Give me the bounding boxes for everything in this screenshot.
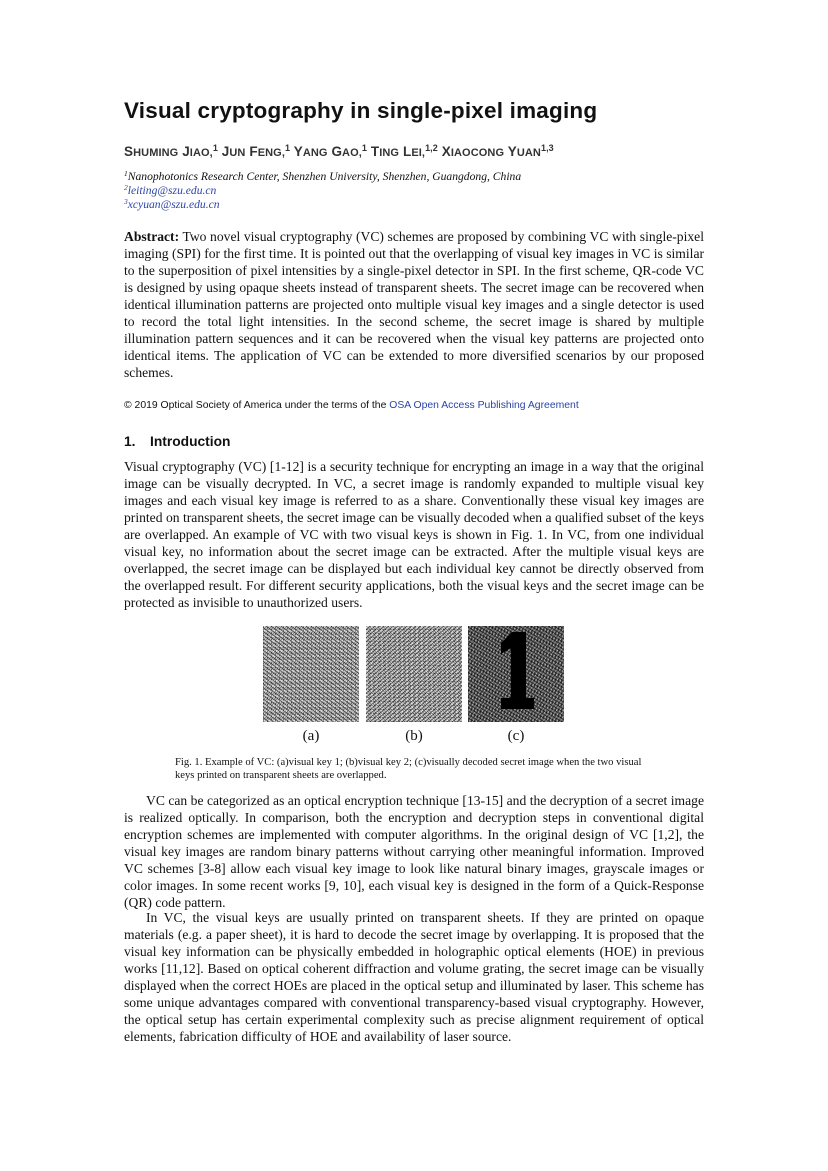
author-name: TING LEI,$^{1,2}$ [370, 143, 438, 159]
section-number: 1. [124, 434, 136, 449]
paper-title: Visual cryptography in single-pixel imaging [124, 98, 598, 123]
paragraph-1: Visual cryptography (VC) [1-12] is a security technique for encrypting an image in a way that the original image can be visually decrypted. In VC, a secret image is randomly expanded to multiple visual key images and each visual key image is referred to as a share. Conventionally these visual key images are printed on transparent sheets, the secret image can be visually decoded when a qualified subset of the keys are overlapped. An example of VC with two visual keys is shown in Fig. 1. In VC, from one individual visual key, no information about the secret image can be extracted. After the multiple visual keys are overlapped, the secret image can be displayed but each individual key cannot be directly observed from the overlapped result. For different security applications, both the visual keys and the secret image can be protected as invisible to unauthorized users. [124, 459, 704, 611]
figure-label-b: (b) [405, 728, 423, 744]
author-name: JUN FENG,$^1$ [221, 143, 291, 159]
email-yuan[interactable]: $^3$xcyuan@szu.edu.cn [124, 197, 220, 211]
email-lei[interactable]: $^2$leiting@szu.edu.cn [124, 183, 217, 197]
figure-caption: Fig. 1. Example of VC: (a)visual key 1; (b)visual key 2; (c)visually decoded secret image when the two visual keys printed on transparent sheets are overlapped. [175, 757, 642, 781]
section-title: Introduction [150, 434, 231, 449]
decoded-digit-one [468, 626, 564, 722]
license-link[interactable]: OSA Open Access Publishing Agreement [389, 400, 579, 411]
author-name: YANG GAO,$^1$ [293, 143, 368, 159]
section-heading [124, 434, 230, 449]
figure-label-c: (c) [507, 728, 525, 744]
author-list [124, 143, 554, 159]
figure-label-a: (a) [302, 728, 320, 744]
paragraph-2: VC can be categorized as an optical encryption technique [13-15] and the decryption of a secret image is realized optically. In comparison, both the encryption and decryption steps in conventional digital encryption schemes are implemented with computer algorithms. In the original design of VC [1,2], the visual key images are random binary patterns without carrying other meaningful information. Improved VC schemes [3-8] allow each visual key image to look like natural binary images, grayscale images or color images. In some recent works [9, 10], each visual key is designed in the form of a Quick-Response (QR) code pattern. [124, 793, 704, 911]
copyright-notice: © 2019 Optical Society of America under the terms of the OSA Open Access Publishing Agreement [124, 400, 579, 411]
figure-panel-b [366, 626, 462, 722]
figure-panel-c [468, 626, 564, 722]
author-name: XIAOCONG YUAN$^{1,3}$ [441, 143, 554, 159]
figure-panel-a [263, 626, 359, 722]
paragraph-3: In VC, the visual keys are usually printed on transparent sheets. If they are printed on opaque materials (e.g. a paper sheet), it is hard to decode the secret image by overlapping. It is proposed that the visual key information can be physically embedded in holographic optical elements (HOE) in previous works [11,12]. Based on optical coherent diffraction and volume grating, the secret image can be visually displayed when the correct HOEs are placed in the optical setup and illuminated by laser. This scheme has some unique advantages compared with conventional transparency-based visual cryptography. However, the optical setup has certain experimental complexity such as precise alignment requirement of optical elements, fabrication difficulty of HOE and availability of laser source. [124, 910, 704, 1045]
affiliation-1: $^1$Nanophotonics Research Center, Shenzhen University, Shenzhen, Guangdong, China [124, 169, 522, 183]
abstract [124, 228, 704, 381]
abstract-label: Abstract: [124, 229, 180, 244]
abstract-text: Two novel visual cryptography (VC) schemes are proposed by combining VC with single-pixel imaging (SPI) for the first time. It is pointed out that the overlapping of visual key images in VC is similar to the superposition of pixel intensities by a single-pixel detector in SPI. In the first scheme, QR-code VC is designed by using opaque sheets instead of transparent sheets. The secret image can be recovered when identical illumination patterns are projected onto multiple visual key images and a single detector is used to record the total light intensities. In the second scheme, the secret image is shared by multiple illumination pattern sequences and it can be recovered when the visual key patterns are projected onto identical items. The application of VC can be extended to more diversified scenarios by our proposed schemes. [124, 229, 704, 381]
author-name: SHUMING JIAO,$^1$ [124, 143, 218, 159]
